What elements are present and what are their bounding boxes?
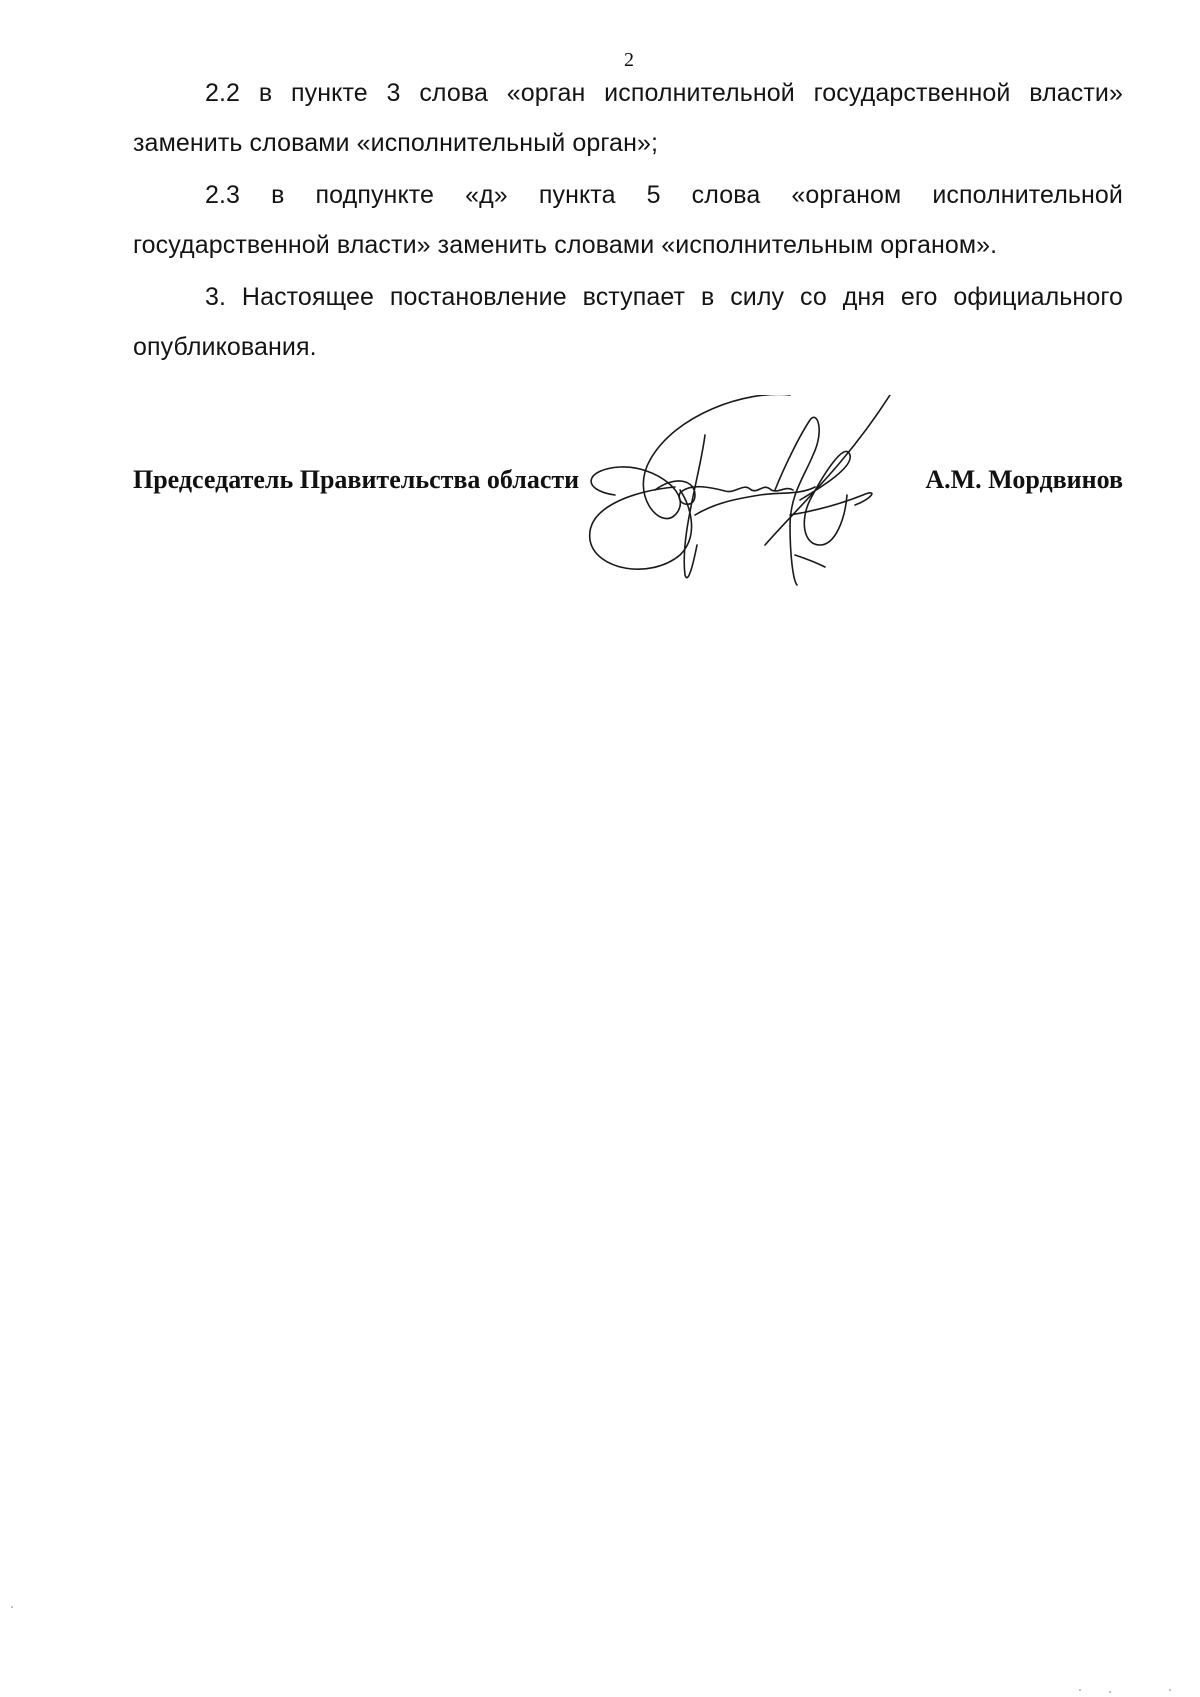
page-number: 2 [624, 49, 634, 71]
signer-title: Председатель Правительства области [133, 465, 580, 494]
handwritten-signature [585, 395, 935, 595]
paragraph-2-2: 2.2 в пункте 3 слова «орган исполнительной государственной власти» заменить словами «исполнительный орган»; [133, 79, 1123, 157]
paragraph-2-3: 2.3 в подпункте «д» пункта 5 слова «органом исполнительной государственной власти» заменить словами «исполнительным органом». [133, 181, 1123, 259]
paragraph-3: 3. Настоящее постановление вступает в силу со дня его официального опубликования. [133, 283, 1123, 361]
document-body [133, 68, 1123, 374]
signer-name: А.М. Мордвинов [925, 465, 1123, 494]
